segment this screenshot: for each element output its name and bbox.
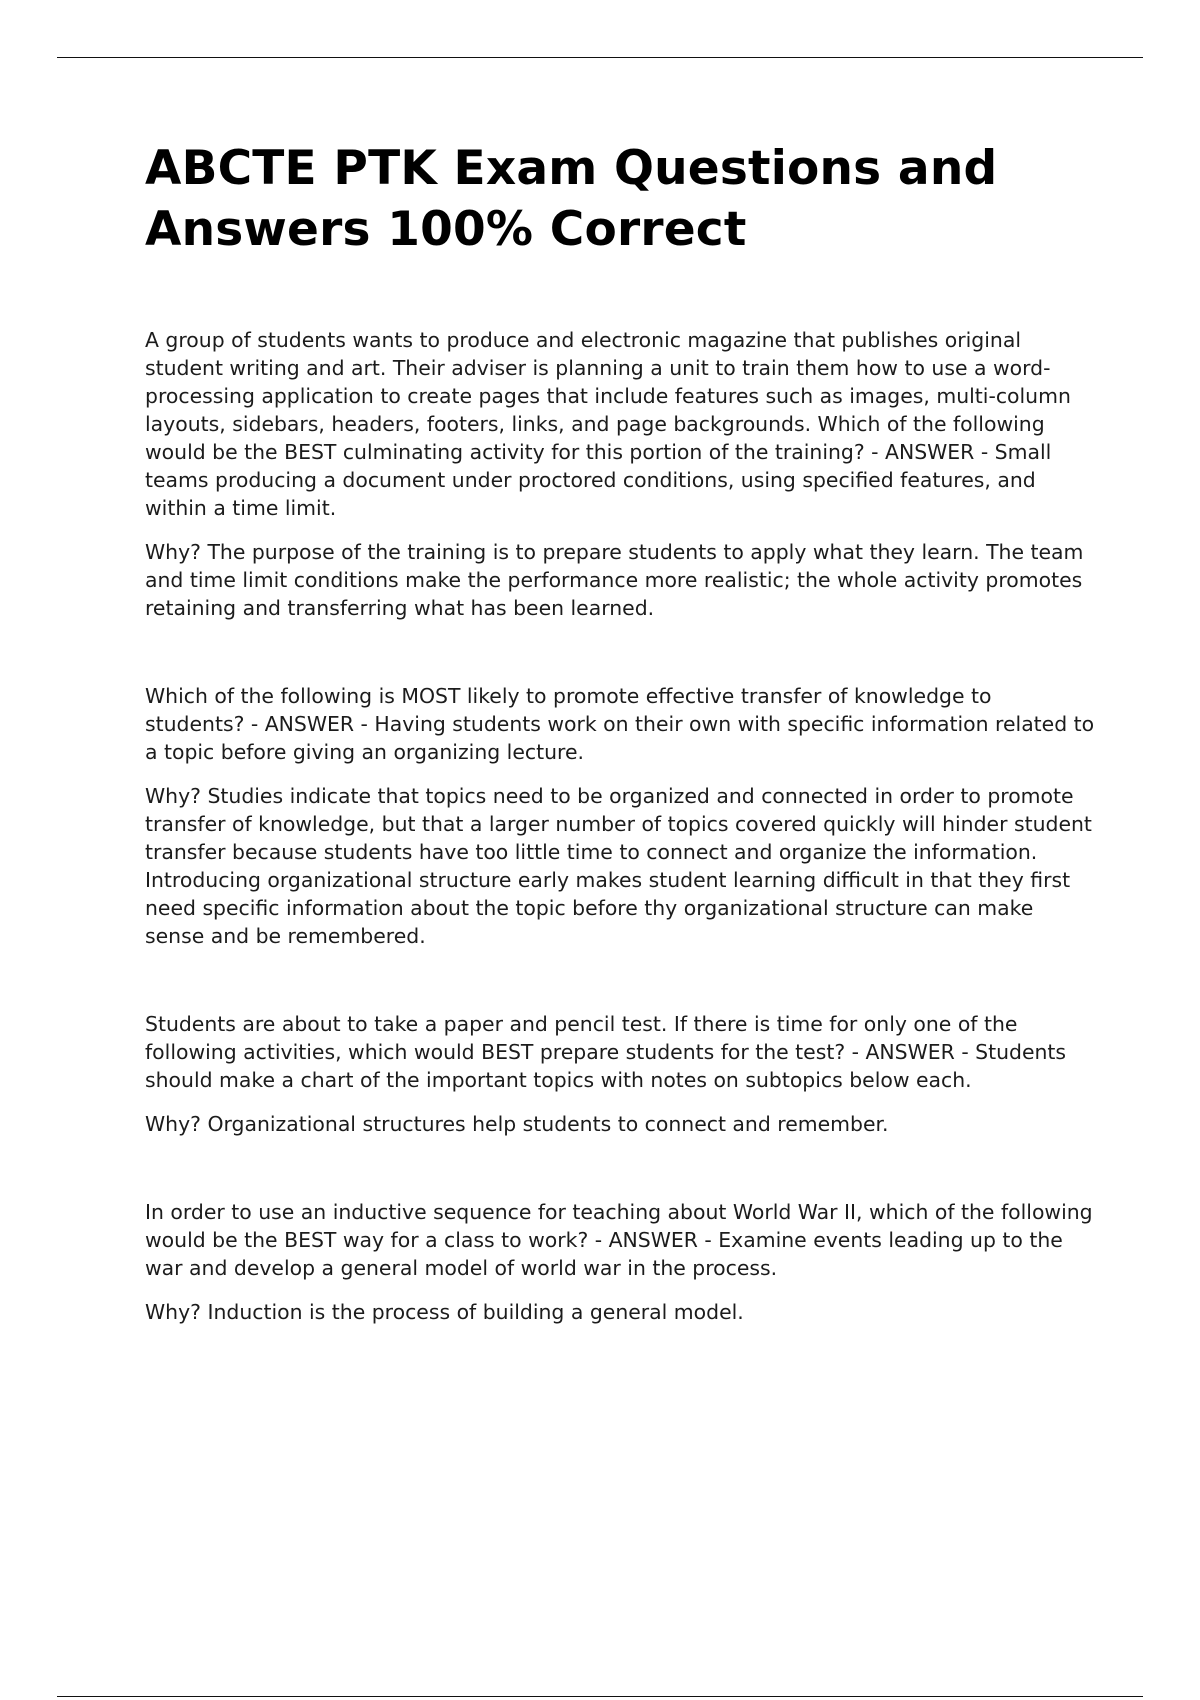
qa-item (145, 1010, 1095, 1138)
top-divider (57, 57, 1143, 58)
bottom-divider (57, 1696, 1143, 1697)
explanation-text: Why? Studies indicate that topics need to be organized and connected in order to promote transfer of knowledge, but that a larger number of topics covered quickly will hinder student transfer because students have too little time to connect and organize the information. Introducing organizational structure early makes student learning difficult in that they first need specific information about the topic before thy organizational structure can make sense and be remembered. (145, 784, 1092, 948)
qa-item (145, 682, 1095, 950)
document-title: ABCTE PTK Exam Questions and Answers 100% Correct (145, 141, 998, 257)
qa-item (145, 326, 1095, 622)
question-answer-text: Which of the following is MOST likely to promote effective transfer of knowledge to students? - ANSWER - Having students work on their own with specific information related to a topic before giving an organizing lecture. (145, 684, 1095, 764)
qa-item (145, 1198, 1095, 1326)
explanation-text: Why? Organizational structures help students to connect and remember. (145, 1112, 889, 1136)
question-answer-text: Students are about to take a paper and pencil test. If there is time for only one of the following activities, which would BEST prepare students for the test? - ANSWER - Students should make a chart of the important topics with notes on subtopics below each. (145, 1012, 1067, 1092)
question-answer-text: A group of students wants to produce and electronic magazine that publishes original student writing and art. Their adviser is planning a unit to train them how to use a word-processing application to create pages that include features such as images, multi-column layouts, sidebars, headers, footers, links, and page backgrounds. Which of the following would be the BEST culminating activity for this portion of the training? - ANSWER - Small teams producing a document under proctored conditions, using specified features, and within a time limit. (145, 328, 1071, 520)
explanation-text: Why? Induction is the process of building a general model. (145, 1300, 744, 1324)
qa-list (145, 326, 1095, 1326)
document-body (145, 138, 1095, 1386)
explanation-text: Why? The purpose of the training is to prepare students to apply what they learn. The team and time limit conditions make the performance more realistic; the whole activity promotes retaining and transferring what has been learned. (145, 540, 1084, 620)
question-answer-text: In order to use an inductive sequence for teaching about World War II, which of the following would be the BEST way for a class to work? - ANSWER - Examine events leading up to the war and develop a general model of world war in the process. (145, 1200, 1093, 1280)
